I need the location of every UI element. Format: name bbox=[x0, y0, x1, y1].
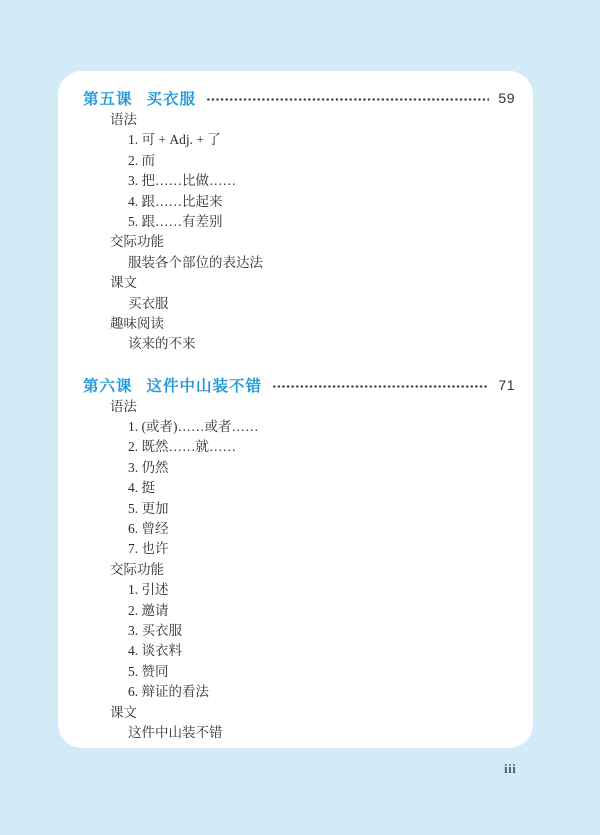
section-heading-grammar: 语法 bbox=[110, 112, 137, 127]
toc-item: 2. 而 bbox=[128, 152, 155, 168]
toc-item: 3. 仍然 bbox=[128, 459, 169, 475]
toc-item: 1. 引述 bbox=[128, 582, 169, 598]
dotted-leader bbox=[206, 93, 489, 106]
toc-item: 4. 跟……比起来 bbox=[128, 193, 223, 209]
toc-item: 该来的不来 bbox=[128, 336, 196, 352]
toc-entry-lesson-6 bbox=[83, 373, 515, 397]
toc-entry-lesson-5 bbox=[83, 86, 515, 110]
dotted-leader bbox=[272, 380, 489, 393]
toc-item: 买衣服 bbox=[128, 295, 169, 311]
section-heading-grammar: 语法 bbox=[110, 398, 137, 414]
lesson-page-number: 59 bbox=[498, 90, 515, 106]
toc-item: 1. 可 + Adj. + 了 bbox=[128, 132, 221, 148]
toc-item: 4. 挺 bbox=[128, 480, 155, 496]
toc-item: 1. (或者)……或者…… bbox=[128, 419, 259, 435]
section-heading-communication: 交际功能 bbox=[110, 234, 164, 250]
toc-item: 5. 更加 bbox=[128, 500, 169, 516]
toc-item: 7. 也许 bbox=[128, 541, 169, 557]
section-heading-text: 课文 bbox=[110, 704, 137, 720]
lesson-page-number: 71 bbox=[498, 376, 515, 393]
section-heading-communication: 交际功能 bbox=[110, 561, 164, 577]
section-heading-text: 课文 bbox=[110, 275, 137, 291]
toc-lesson-5 bbox=[83, 86, 515, 355]
lesson-number: 第六课 bbox=[83, 377, 133, 395]
toc-item: 服装各个部位的表达法 bbox=[128, 254, 263, 270]
toc-item: 6. 曾经 bbox=[128, 521, 169, 537]
toc-item: 5. 跟……有差别 bbox=[128, 213, 223, 229]
toc-item: 6. 辩证的看法 bbox=[128, 684, 209, 700]
toc-lesson-6 bbox=[83, 373, 515, 744]
toc-item: 5. 赞同 bbox=[128, 663, 169, 679]
toc-item: 3. 买衣服 bbox=[128, 622, 182, 638]
section-heading-fun-reading: 趣味阅读 bbox=[110, 315, 164, 331]
lesson-number: 第五课 bbox=[83, 91, 133, 108]
toc-item: 4. 谈衣料 bbox=[128, 643, 182, 659]
toc-item: 2. 既然……就…… bbox=[128, 439, 236, 455]
toc-item: 这件中山装不错 bbox=[128, 724, 223, 740]
toc-card bbox=[58, 71, 533, 748]
toc-item: 2. 邀请 bbox=[128, 602, 169, 618]
lesson-title: 买衣服 bbox=[146, 91, 197, 108]
folio-page-number: iii bbox=[504, 761, 517, 776]
lesson-title: 这件中山装不错 bbox=[146, 377, 263, 395]
toc-item: 3. 把……比做…… bbox=[128, 173, 236, 189]
